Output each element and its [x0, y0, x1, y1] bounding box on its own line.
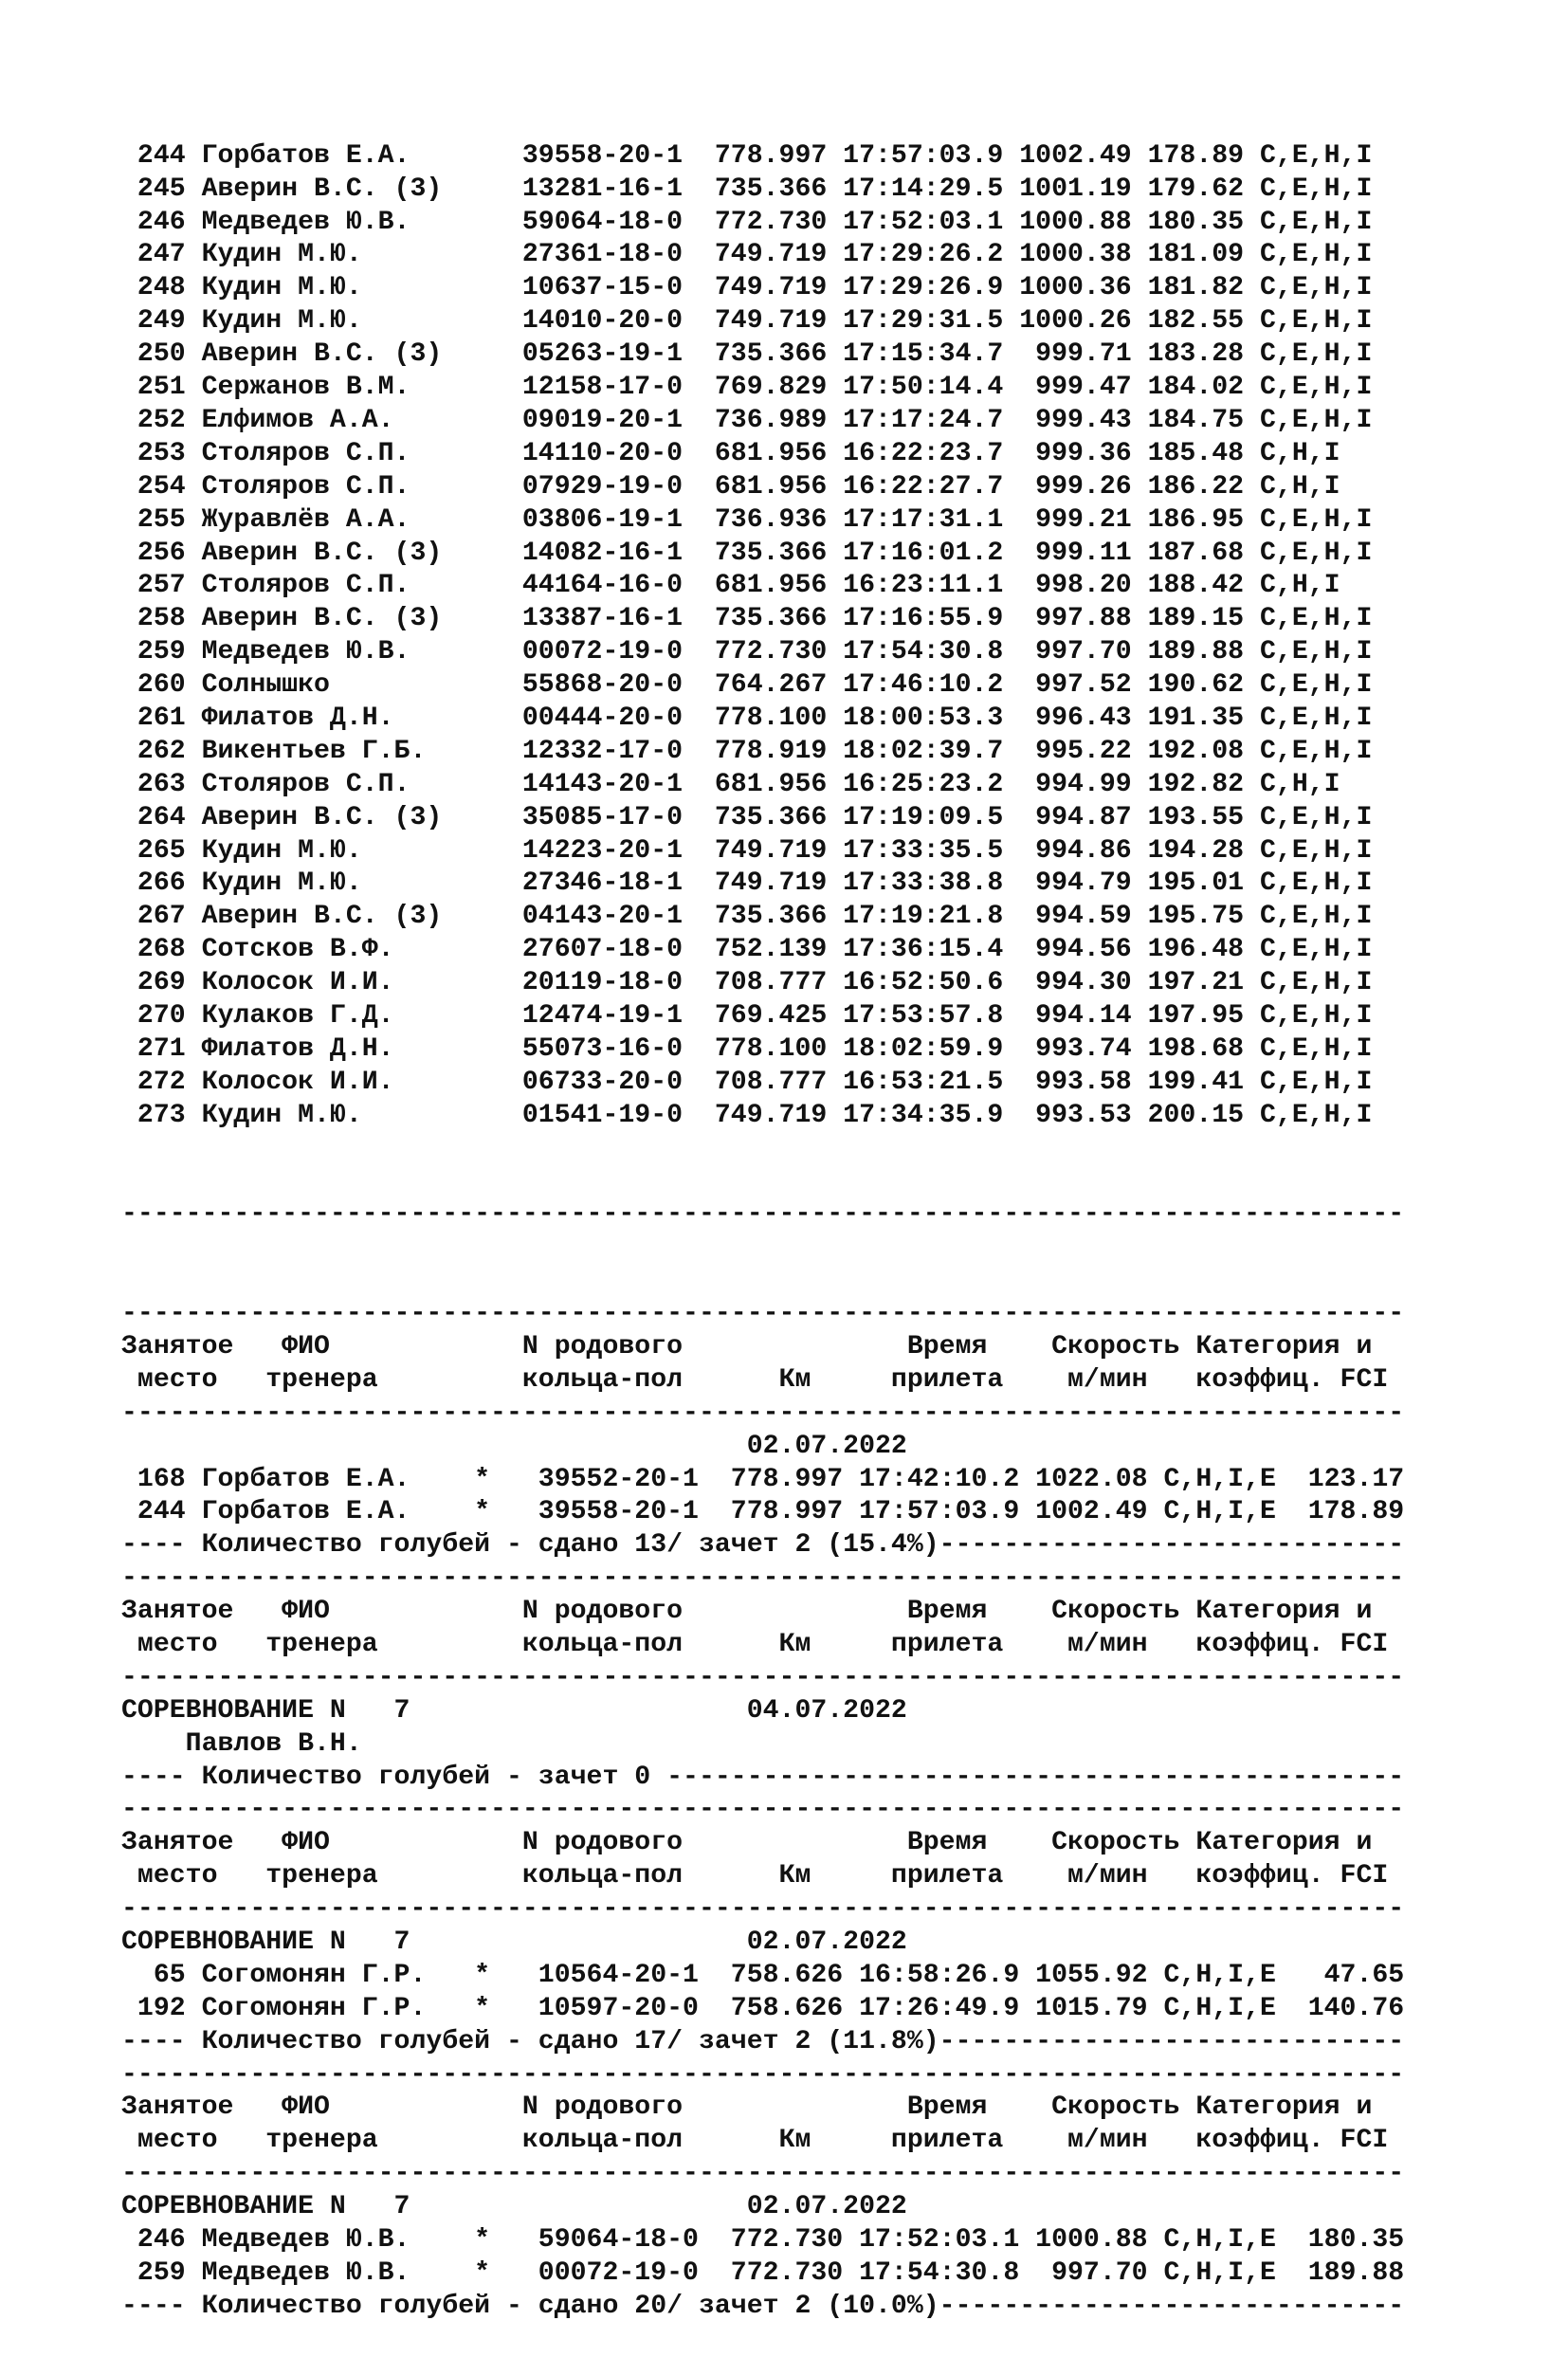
- trainer-blocks: [121, 1298, 1543, 2324]
- results-document: [121, 74, 1543, 2357]
- trainer-block: [121, 1562, 1543, 1794]
- result-row: 253 Столяров С.П. 14110-20-0 681.956 16:22:23.7 999.36 185.48 C,H,I: [121, 438, 1340, 468]
- result-row: 261 Филатов Д.Н. 00444-20-0 778.100 18:00:53.3 996.43 191.35 C,E,H,I: [121, 703, 1373, 733]
- result-row: 272 Колосок И.И. 06733-20-0 708.777 16:53:21.5 993.58 199.41 C,E,H,I: [121, 1067, 1373, 1097]
- result-row: 262 Викентьев Г.Б. 12332-17-0 778.919 18:02:39.7 995.22 192.08 C,E,H,I: [121, 736, 1373, 766]
- header-line-1: Занятое ФИО N родового Время Скорость Категория и: [121, 1828, 1373, 1858]
- trainer-block: [121, 2059, 1543, 2324]
- header-line-2: место тренера кольца-пол Км прилета м/мин коэффиц. FCI: [121, 1861, 1389, 1891]
- separator-line: --------------------------------------------------------------------------------: [121, 2059, 1405, 2090]
- trainer-block: [121, 1794, 1543, 2058]
- separator-line: --------------------------------------------------------------------------------: [121, 1795, 1405, 1825]
- result-row: 267 Аверин В.С. (3) 04143-20-1 735.366 17:19:21.8 994.59 195.75 C,E,H,I: [121, 902, 1373, 932]
- result-row: 245 Аверин В.С. (3) 13281-16-1 735.366 17:14:29.5 1001.19 179.62 C,E,H,I: [121, 174, 1373, 204]
- result-row: 271 Филатов Д.Н. 55073-16-0 778.100 18:02:59.9 993.74 198.68 C,E,H,I: [121, 1033, 1373, 1064]
- header-line-1: Занятое ФИО N родового Время Скорость Категория и: [121, 1597, 1373, 1627]
- block-line: 244 Горбатов Е.А. * 39558-20-1 778.997 17:57:03.9 1002.49 C,H,I,E 178.89: [121, 1497, 1405, 1527]
- result-row: 244 Горбатов Е.А. 39558-20-1 778.997 17:57:03.9 1002.49 178.89 C,E,H,I: [121, 140, 1373, 171]
- separator-line: --------------------------------------------------------------------------------: [121, 2159, 1405, 2189]
- result-row: 264 Аверин В.С. (3) 35085-17-0 735.366 17:19:09.5 994.87 193.55 C,E,H,I: [121, 802, 1373, 832]
- block-footer: ---- Количество голубей - сдано 20/ зачет 2 (10.0%)-----------------------------: [121, 2291, 1405, 2321]
- block-line: 65 Согомонян Г.Р. * 10564-20-1 758.626 16:58:26.9 1055.92 C,H,I,E 47.65: [121, 1960, 1405, 1990]
- block-line: СОРЕВНОВАНИЕ N 7 04.07.2022: [121, 1695, 907, 1726]
- result-row: 252 Елфимов А.А. 09019-20-1 736.989 17:17:24.7 999.43 184.75 C,E,H,I: [121, 405, 1373, 435]
- header-line-1: Занятое ФИО N родового Время Скорость Категория и: [121, 1331, 1373, 1361]
- result-row: 249 Кудин М.Ю. 14010-20-0 749.719 17:29:31.5 1000.26 182.55 C,E,H,I: [121, 306, 1373, 337]
- result-row: 248 Кудин М.Ю. 10637-15-0 749.719 17:29:26.9 1000.36 181.82 C,E,H,I: [121, 273, 1373, 303]
- result-row: 256 Аверин В.С. (3) 14082-16-1 735.366 17:16:01.2 999.11 187.68 C,E,H,I: [121, 538, 1373, 568]
- results-table: [121, 140, 1543, 1133]
- result-row: 246 Медведев Ю.В. 59064-18-0 772.730 17:52:03.1 1000.88 180.35 C,E,H,I: [121, 207, 1373, 237]
- result-row: 263 Столяров С.П. 14143-20-1 681.956 16:25:23.2 994.99 192.82 C,H,I: [121, 769, 1340, 799]
- result-row: 247 Кудин М.Ю. 27361-18-0 749.719 17:29:26.2 1000.38 181.09 C,E,H,I: [121, 240, 1373, 270]
- result-row: 259 Медведев Ю.В. 00072-19-0 772.730 17:54:30.8 997.70 189.88 C,E,H,I: [121, 637, 1373, 667]
- block-line: 168 Горбатов Е.А. * 39552-20-1 778.997 17:42:10.2 1022.08 C,H,I,E 123.17: [121, 1464, 1405, 1494]
- result-row: 269 Колосок И.И. 20119-18-0 708.777 16:52:50.6 994.30 197.21 C,E,H,I: [121, 968, 1373, 998]
- separator-line: --------------------------------------------------------------------------------: [121, 1662, 1405, 1692]
- result-row: 266 Кудин М.Ю. 27346-18-1 749.719 17:33:38.8 994.79 195.01 C,E,H,I: [121, 868, 1373, 899]
- header-line-2: место тренера кольца-пол Км прилета м/мин коэффиц. FCI: [121, 1364, 1389, 1395]
- result-row: 270 Кулаков Г.Д. 12474-19-1 769.425 17:53:57.8 994.14 197.95 C,E,H,I: [121, 1000, 1373, 1031]
- block-footer: ---- Количество голубей - зачет 0 ----------------------------------------------: [121, 1762, 1405, 1792]
- trainer-block: [121, 1298, 1543, 1562]
- block-footer: ---- Количество голубей - сдано 17/ зачет 2 (11.8%)-----------------------------: [121, 2026, 1405, 2056]
- block-line: СОРЕВНОВАНИЕ N 7 02.07.2022: [121, 2192, 907, 2222]
- result-row: 250 Аверин В.С. (3) 05263-19-1 735.366 17:15:34.7 999.71 183.28 C,E,H,I: [121, 339, 1373, 370]
- block-line: 259 Медведев Ю.В. * 00072-19-0 772.730 17:54:30.8 997.70 C,H,I,E 189.88: [121, 2257, 1405, 2288]
- separator-line: --------------------------------------------------------------------------------: [121, 1563, 1405, 1594]
- separator-line: --------------------------------------------------------------------------------: [121, 1398, 1405, 1428]
- block-line: Павлов В.Н.: [121, 1728, 362, 1759]
- block-line: 02.07.2022: [121, 1431, 907, 1461]
- result-row: 258 Аверин В.С. (3) 13387-16-1 735.366 17:16:55.9 997.88 189.15 C,E,H,I: [121, 604, 1373, 634]
- result-row: 251 Сержанов В.М. 12158-17-0 769.829 17:50:14.4 999.47 184.02 C,E,H,I: [121, 373, 1373, 403]
- result-row: 273 Кудин М.Ю. 01541-19-0 749.719 17:34:35.9 993.53 200.15 C,E,H,I: [121, 1100, 1373, 1130]
- result-row: 255 Журавлёв А.А. 03806-19-1 736.936 17:17:31.1 999.21 186.95 C,E,H,I: [121, 504, 1373, 535]
- separator-line: --------------------------------------------------------------------------------: [121, 1894, 1405, 1925]
- separator-line: --------------------------------------------------------------------------------: [121, 1299, 1405, 1329]
- separator-line: --------------------------------------------------------------------------------: [121, 1199, 1405, 1230]
- header-line-2: место тренера кольца-пол Км прилета м/мин коэффиц. FCI: [121, 1629, 1389, 1659]
- result-row: 265 Кудин М.Ю. 14223-20-1 749.719 17:33:35.5 994.86 194.28 C,E,H,I: [121, 835, 1373, 866]
- block-line: 192 Согомонян Г.Р. * 10597-20-0 758.626 17:26:49.9 1015.79 C,H,I,E 140.76: [121, 1993, 1405, 2023]
- header-line-1: Занятое ФИО N родового Время Скорость Категория и: [121, 2092, 1373, 2123]
- result-row: 260 Солнышко 55868-20-0 764.267 17:46:10.2 997.52 190.62 C,E,H,I: [121, 670, 1373, 701]
- header-line-2: место тренера кольца-пол Км прилета м/мин коэффиц. FCI: [121, 2126, 1389, 2156]
- result-row: 257 Столяров С.П. 44164-16-0 681.956 16:23:11.1 998.20 188.42 C,H,I: [121, 571, 1340, 601]
- result-row: 254 Столяров С.П. 07929-19-0 681.956 16:22:27.7 999.26 186.22 C,H,I: [121, 471, 1340, 502]
- block-line: СОРЕВНОВАНИЕ N 7 02.07.2022: [121, 1927, 907, 1957]
- block-footer: ---- Количество голубей - сдано 13/ зачет 2 (15.4%)-----------------------------: [121, 1530, 1405, 1561]
- result-row: 268 Сотсков В.Ф. 27607-18-0 752.139 17:36:15.4 994.56 196.48 C,E,H,I: [121, 935, 1373, 965]
- block-line: 246 Медведев Ю.В. * 59064-18-0 772.730 17:52:03.1 1000.88 C,H,I,E 180.35: [121, 2224, 1405, 2255]
